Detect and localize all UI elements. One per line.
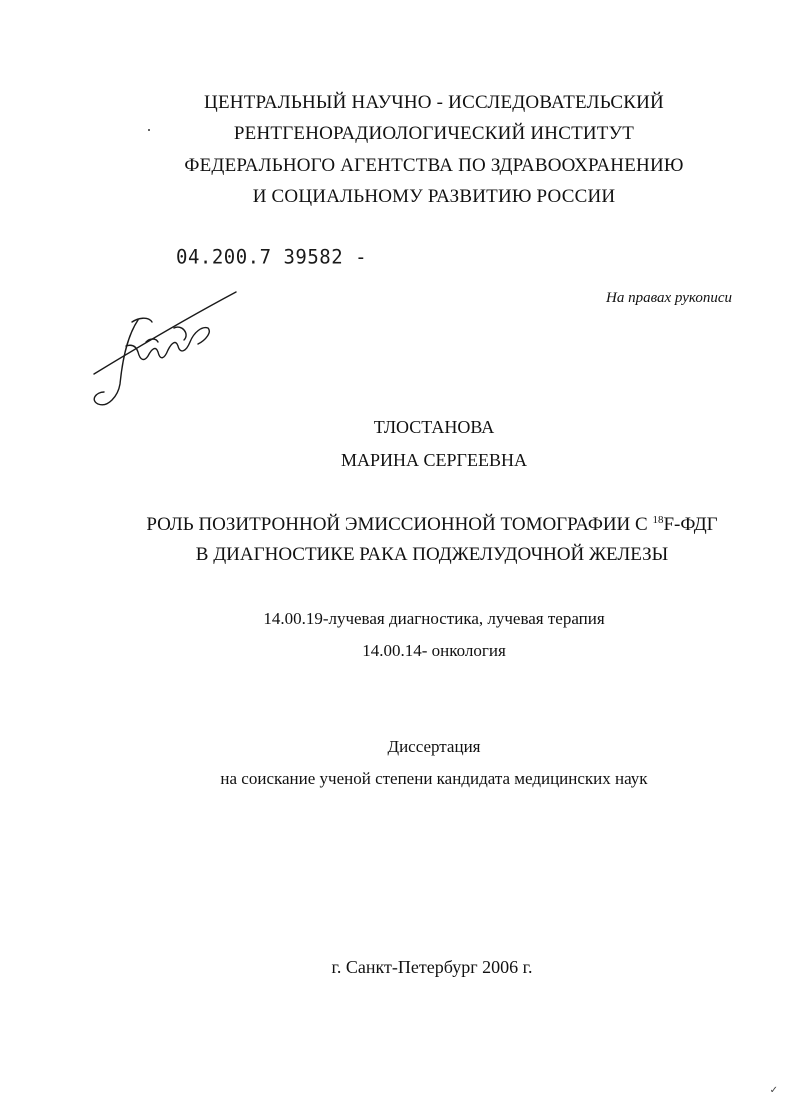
dissertation-title-line-2: В ДИАГНОСТИКЕ РАКА ПОДЖЕЛУДОЧНОЙ ЖЕЛЕЗЫ <box>195 544 669 565</box>
title-line-1-main: РОЛЬ ПОЗИТРОННОЙ ЭМИССИОННОЙ ТОМОГРАФИИ С <box>146 514 653 535</box>
institution-line-1: ЦЕНТРАЛЬНЫЙ НАУЧНО - ИССЛЕДОВАТЕЛЬСКИЙ <box>204 92 664 113</box>
document-type: Диссертация <box>387 737 481 756</box>
institution-line-2: РЕНТГЕНОРАДИОЛОГИЧЕСКИЙ ИНСТИТУТ <box>233 123 635 144</box>
handwritten-signature <box>86 288 246 414</box>
author-surname: ТЛОСТАНОВА <box>373 417 495 437</box>
title-isotope-superscript: 18 <box>652 514 664 526</box>
institution-line-3: ФЕДЕРАЛЬНОГО АГЕНТСТВА ПО ЗДРАВООХРАНЕНИЮ <box>184 155 684 176</box>
scan-corner-mark: ✓ <box>769 1085 778 1096</box>
degree-statement: на соискание ученой степени кандидата медицинских наук <box>220 769 648 788</box>
place-and-year: г. Санкт-Петербург 2006 г. <box>331 957 533 977</box>
archive-dash: - <box>343 245 368 269</box>
title-line-1-tail: F-ФДГ <box>663 514 718 535</box>
institution-line-4: И СОЦИАЛЬНОМУ РАЗВИТИЮ РОССИИ <box>252 186 616 207</box>
specialty-code-1: 14.00.19-лучевая диагностика, лучевая терапия <box>263 609 605 628</box>
specialty-code-2: 14.00.14- онкология <box>362 641 506 660</box>
manuscript-rights-note: На правах рукописи <box>606 290 732 306</box>
author-given-names: МАРИНА СЕРГЕЕВНА <box>341 450 527 470</box>
scan-speck <box>148 129 150 131</box>
archive-number-text: 04.200.7 39582 <box>176 245 344 269</box>
archive-stamp-number <box>176 245 367 268</box>
dissertation-title-line-1 <box>36 514 792 536</box>
